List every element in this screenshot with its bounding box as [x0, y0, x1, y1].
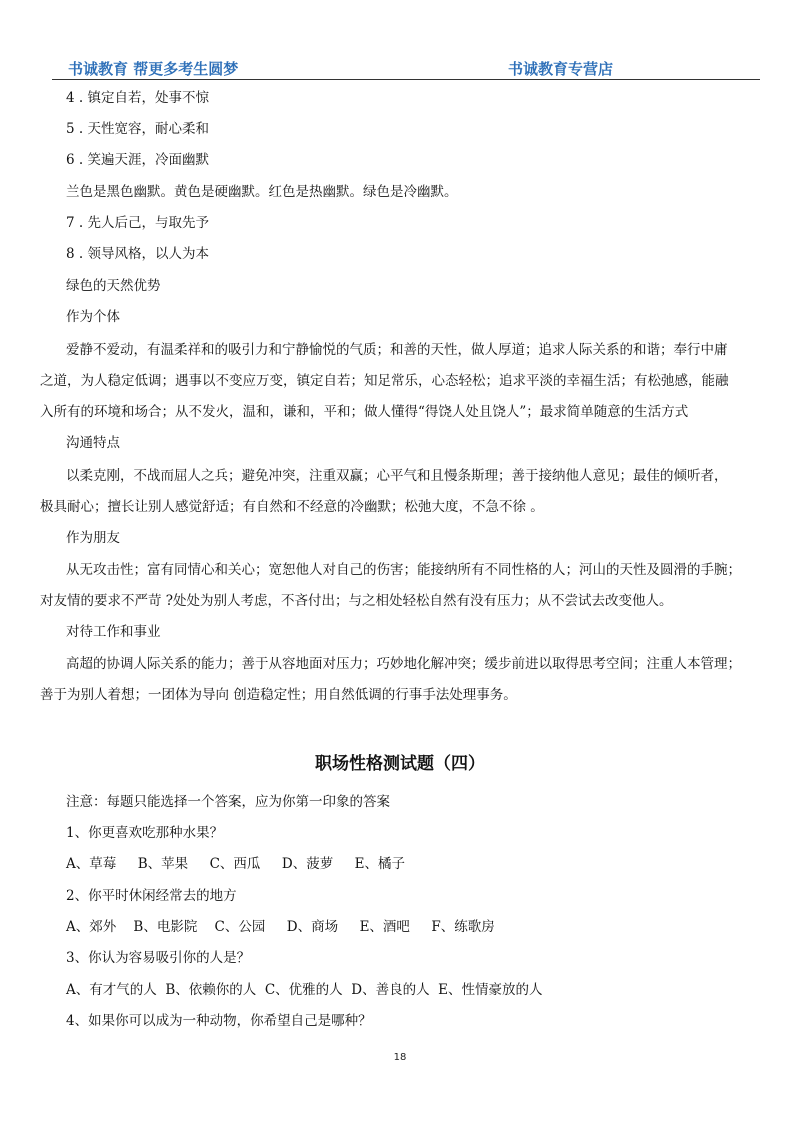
quiz-options: A、草莓 B、苹果 C、西瓜 D、菠萝 E、橘子 — [66, 856, 406, 872]
list-item: 5 . 天性宽容，耐心柔和 — [66, 121, 209, 137]
paragraph-line: 从无攻击性；富有同情心和关心；宽恕他人对自己的伤害；能接纳所有不同性格的人；河山的天性及圆滑的手腕； — [66, 562, 741, 578]
paragraph-line: 对友情的要求不严苛 ?处处为别人考虑，不吝付出；与之相处轻松自然有没有压力；从不尝试去改变他人。 — [40, 593, 673, 609]
paragraph-line: 之道，为人稳定低调；遇事以不变应万变，镇定自若；知足常乐，心态轻松；追求平淡的幸福生活；有松弛感，能融 — [40, 373, 729, 389]
subheading: 作为朋友 — [66, 530, 120, 546]
list-item: 7 . 先人后己，与取先予 — [66, 215, 209, 231]
paragraph-line: 善于为别人着想；一团体为导向 创造稳定性；用自然低调的行事手法处理事务。 — [40, 687, 517, 703]
quiz-question: 2、你平时休闲经常去的地方 — [66, 888, 237, 904]
quiz-question: 3、你认为容易吸引你的人是？ — [66, 950, 251, 966]
paragraph-line: 爱静不爱动，有温柔祥和的吸引力和宁静愉悦的气质；和善的天性，做人厚道；追求人际关系的和谐；奉行中庸 — [66, 342, 728, 358]
subheading: 沟通特点 — [66, 435, 120, 451]
subheading: 对待工作和事业 — [66, 624, 161, 640]
subheading: 作为个体 — [66, 309, 120, 325]
paragraph-line: 入所有的环境和场合；从不发火，温和，谦和，平和；做人懂得“得饶人处且饶人”；最求简单随意的生活方式 — [40, 404, 689, 420]
paragraph-line: 高超的协调人际关系的能力；善于从容地面对压力；巧妙地化解冲突；缓步前进以取得思考空间；注重人本管理； — [66, 656, 741, 672]
list-item: 8 . 领导风格，以人为本 — [66, 246, 209, 262]
quiz-question: 4、如果你可以成为一种动物，你希望自己是哪种？ — [66, 1013, 372, 1029]
list-item: 6 . 笑遍天涯，冷面幽默 — [66, 152, 209, 168]
header-left-text: 书诚教育 帮更多考生圆梦 — [68, 60, 239, 78]
header-right-text: 书诚教育专营店 — [508, 60, 614, 78]
section-title: 职场性格测试题（四） — [315, 754, 485, 774]
quiz-options: A、郊外 B、电影院 C、公园 D、商场 E、酒吧 F、练歌房 — [66, 919, 495, 935]
quiz-options: A、有才气的人 B、依赖你的人 C、优雅的人 D、善良的人 E、性情豪放的人 — [66, 982, 543, 998]
list-item: 4 . 镇定自若，处事不惊 — [66, 90, 209, 106]
quiz-question: 1、你更喜欢吃那种水果？ — [66, 825, 224, 841]
quiz-note: 注意：每题只能选择一个答案，应为你第一印象的答案 — [66, 794, 390, 810]
paragraph-line: 以柔克刚，不战而屈人之兵；避免冲突，注重双赢；心平气和且慢条斯理；善于接纳他人意见；最佳的倾听者， — [66, 468, 728, 484]
paragraph-line: 极具耐心；擅长让别人感觉舒适；有自然和不经意的冷幽默；松弛大度，不急不徐 。 — [40, 499, 544, 515]
subheading: 绿色的天然优势 — [66, 278, 161, 294]
paragraph-line: 兰色是黑色幽默。黄色是硬幽默。红色是热幽默。绿色是冷幽默。 — [66, 184, 458, 200]
header-rule — [52, 79, 760, 80]
page-number: 18 — [393, 1052, 407, 1063]
